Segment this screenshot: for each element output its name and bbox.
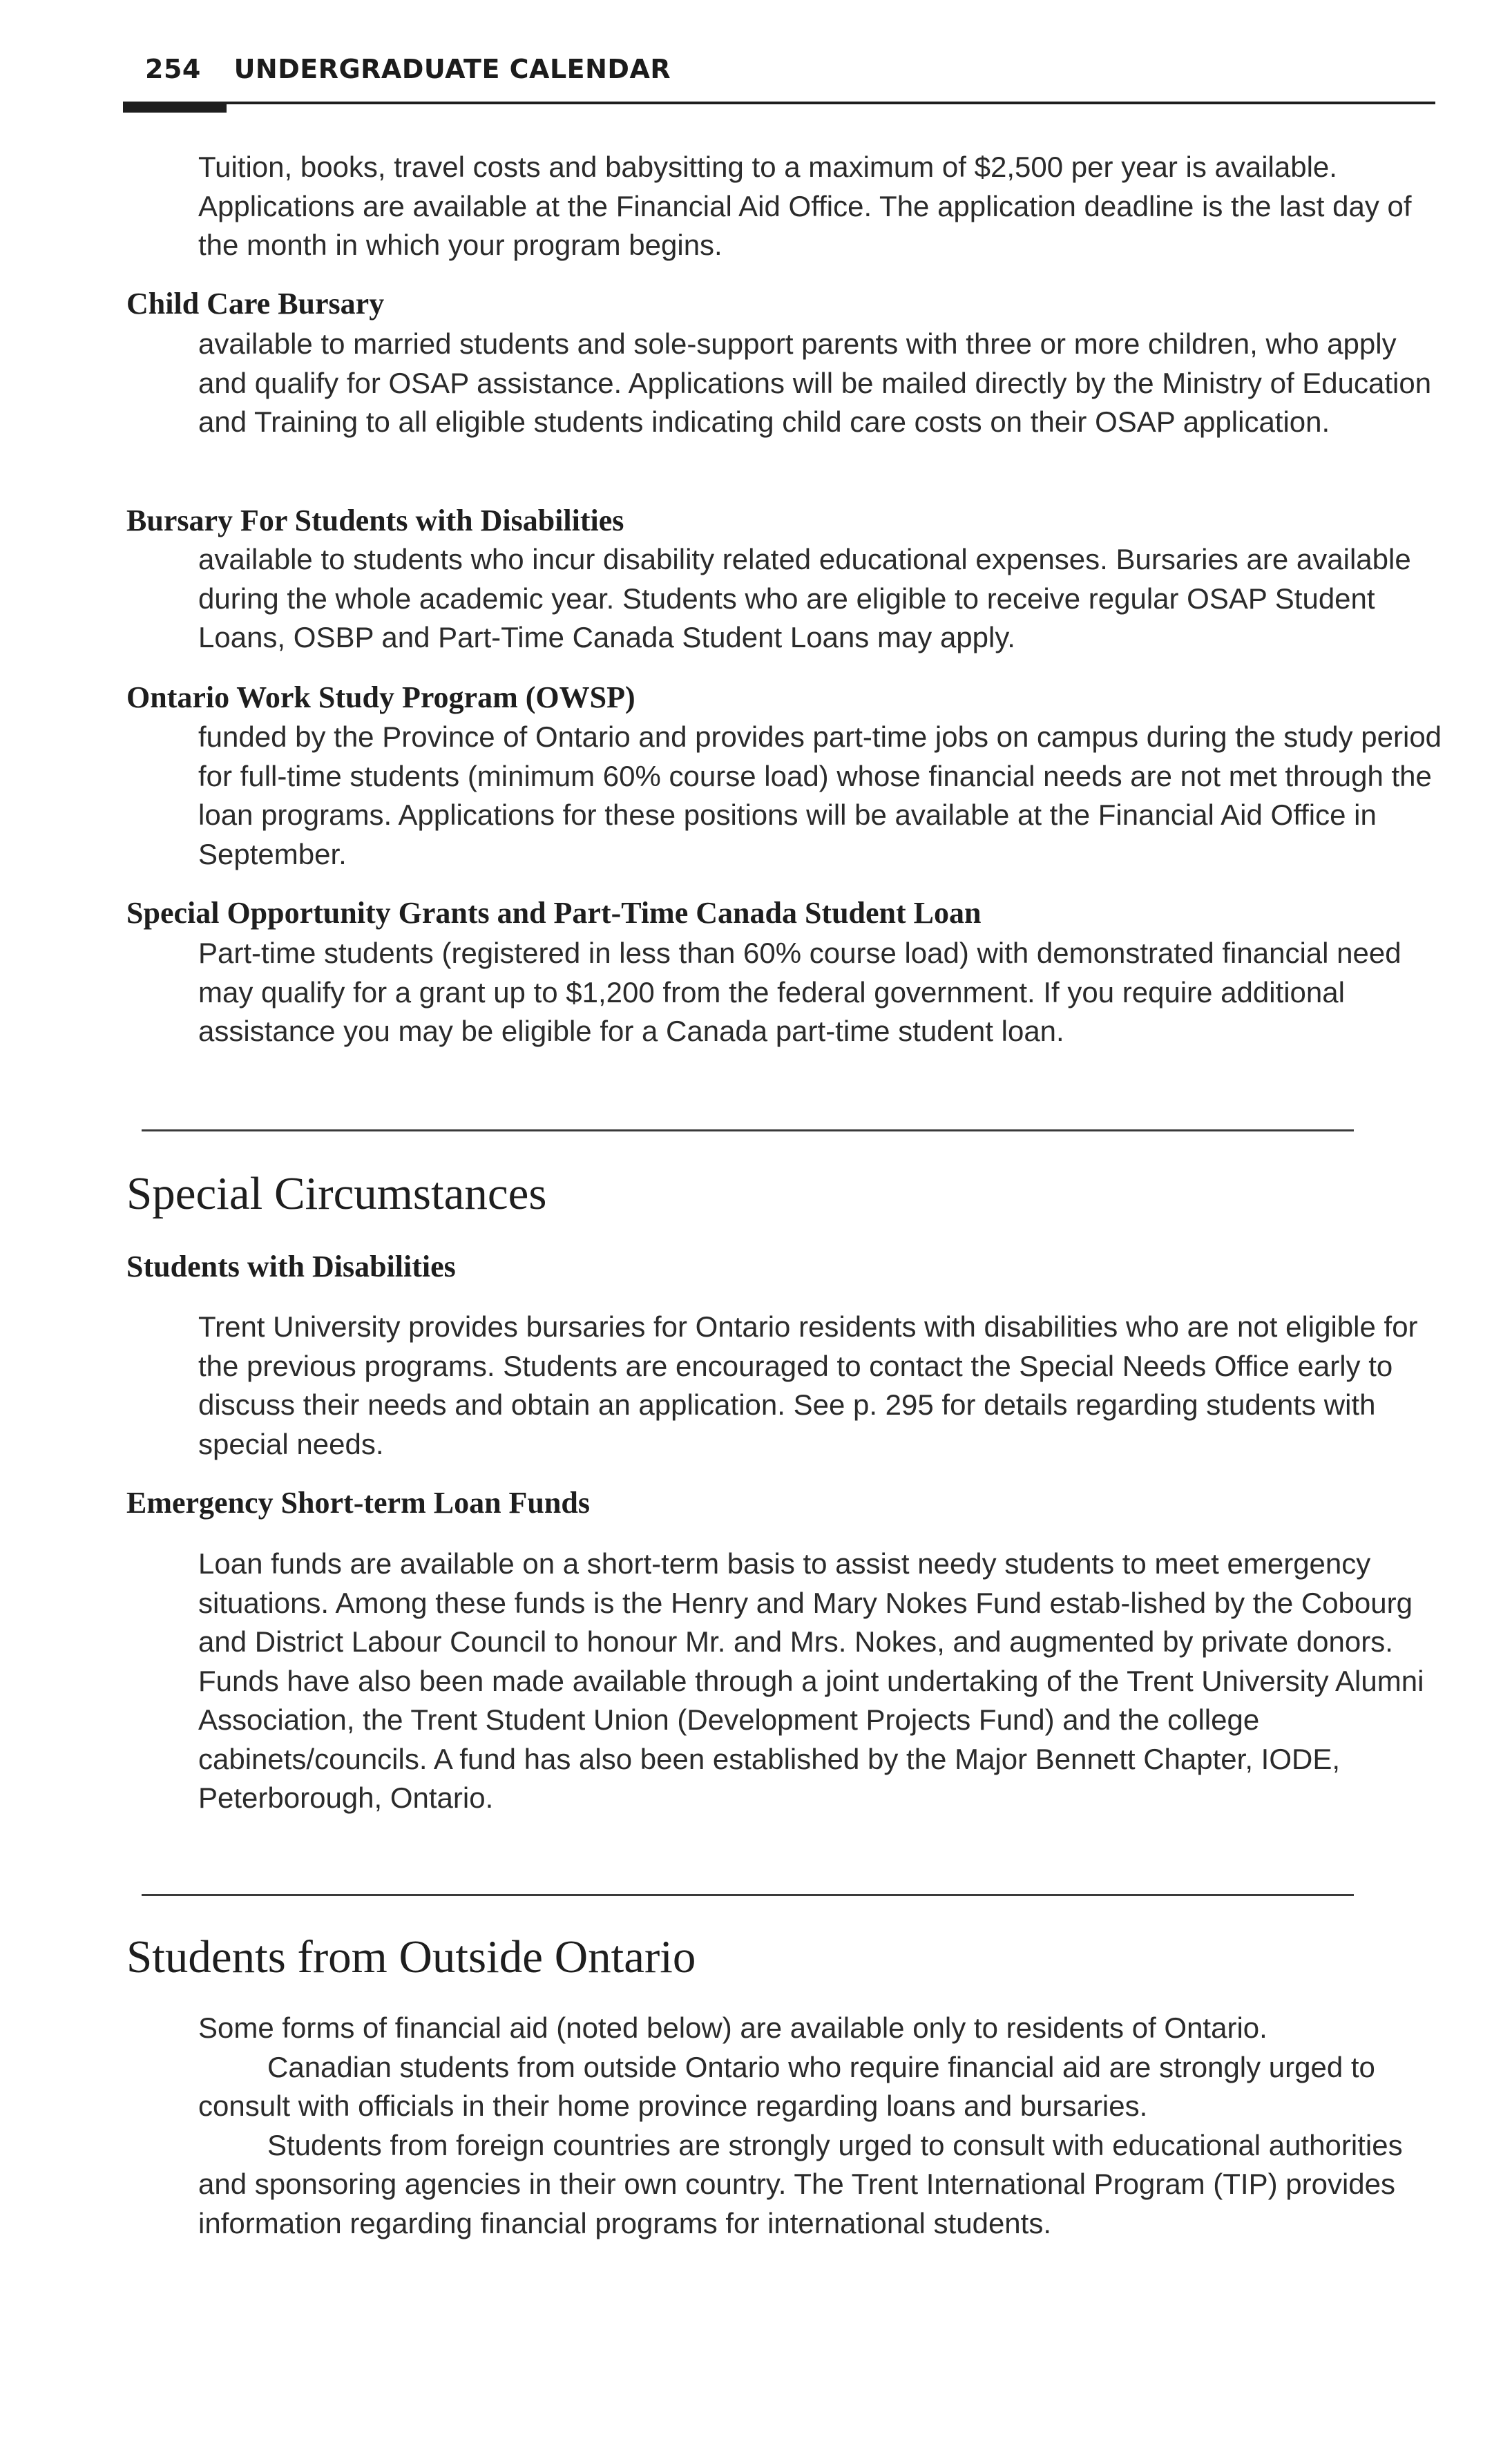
term-special-opportunity-grants: Special Opportunity Grants and Part-Time Canada Student Loan <box>126 896 982 930</box>
running-title: UNDERGRADUATE CALENDAR <box>233 54 671 84</box>
section-divider <box>142 1894 1354 1896</box>
page-number: 254 <box>145 54 201 84</box>
outside-ontario-paragraph: Some forms of financial aid (noted below) are available only to residents of Ontario. <box>198 2011 1267 2044</box>
running-header <box>145 54 671 84</box>
term-emergency-loan-funds: Emergency Short-term Loan Funds <box>126 1486 590 1520</box>
term-bursary-disabilities: Bursary For Students with Disabilities <box>126 504 624 537</box>
description-special-opportunity-grants <box>198 934 1448 1051</box>
outside-ontario-paragraph: Students from foreign countries are strongly urged to consult with educational authorities and sponsoring agencies in their own country. The Trent International Program (TIP) provides information regarding financial programs for international students. <box>198 2128 1403 2239</box>
outside-ontario-body <box>198 2009 1448 2243</box>
section-title-outside-ontario: Students from Outside Ontario <box>126 1931 696 1982</box>
description-child-care-bursary <box>198 325 1448 442</box>
description-text: available to married students and sole-support parents with three or more children, who apply and qualify for OSAP assistance. Applications will be mailed directly by the Ministry of Education and Training to all eligible students indicating child care costs on their OSAP application. <box>198 327 1432 438</box>
section-title-special-circumstances: Special Circumstances <box>126 1168 547 1219</box>
term-students-with-disabilities: Students with Disabilities <box>126 1250 456 1283</box>
description-bursary-disabilities <box>198 540 1448 658</box>
section-divider <box>142 1129 1354 1131</box>
term-owsp: Ontario Work Study Program (OWSP) <box>126 680 635 714</box>
intro-text: Tuition, books, travel costs and babysitting to a maximum of $2,500 per year is available. Applications are available at the Financial Aid Office. The application deadline is the last day of the month in which your program begins. <box>198 151 1412 261</box>
header-rule <box>123 102 1435 104</box>
description-text: Trent University provides bursaries for Ontario residents with disabilities who are not eligible for the previous programs. Students are encouraged to contact the Special Needs Office early to discuss their needs and obtain an application. See p. 295 for details regarding students with special needs. <box>198 1310 1418 1460</box>
header-tab-marker <box>123 102 227 113</box>
term-child-care-bursary: Child Care Bursary <box>126 287 385 321</box>
description-text: funded by the Province of Ontario and provides part-time jobs on campus during the study period for full-time students (minimum 60% course load) whose financial needs are not met through the loan programs. Applications for these positions will be available at the Financial Aid Office in September. <box>198 720 1442 870</box>
description-emergency-loan-funds <box>198 1545 1448 1818</box>
outside-ontario-paragraph: Canadian students from outside Ontario who require financial aid are strongly urged to consult with officials in their home province regarding loans and bursaries. <box>198 2050 1375 2122</box>
description-owsp <box>198 718 1448 874</box>
description-students-with-disabilities <box>198 1308 1448 1464</box>
description-text: Part-time students (registered in less than 60% course load) with demonstrated financial need may qualify for a grant up to $1,200 from the federal government. If you require additional assistance you may be eligible for a Canada part-time student loan. <box>198 937 1401 1047</box>
description-text: Loan funds are available on a short-term basis to assist needy students to meet emergency situations. Among these funds is the Henry and Mary Nokes Fund estab-lished by the Cobourg and District Labour Council to honour Mr. and Mrs. Nokes, and augmented by private donors. Funds have also been made available through a joint undertaking of the Trent University Alumni Association, the Trent Student Union (Development Projects Fund) and the college cabinets/councils. A fund has also been established by the Major Bennett Chapter, IODE, Peterborough, Ontario. <box>198 1547 1424 1814</box>
description-text: available to students who incur disability related educational expenses. Bursaries are available during the whole academic year. Students who are eligible to receive regular OSAP Student Loans, OSBP and Part-Time Canada Student Loans may apply. <box>198 543 1411 653</box>
intro-paragraph <box>198 148 1448 265</box>
